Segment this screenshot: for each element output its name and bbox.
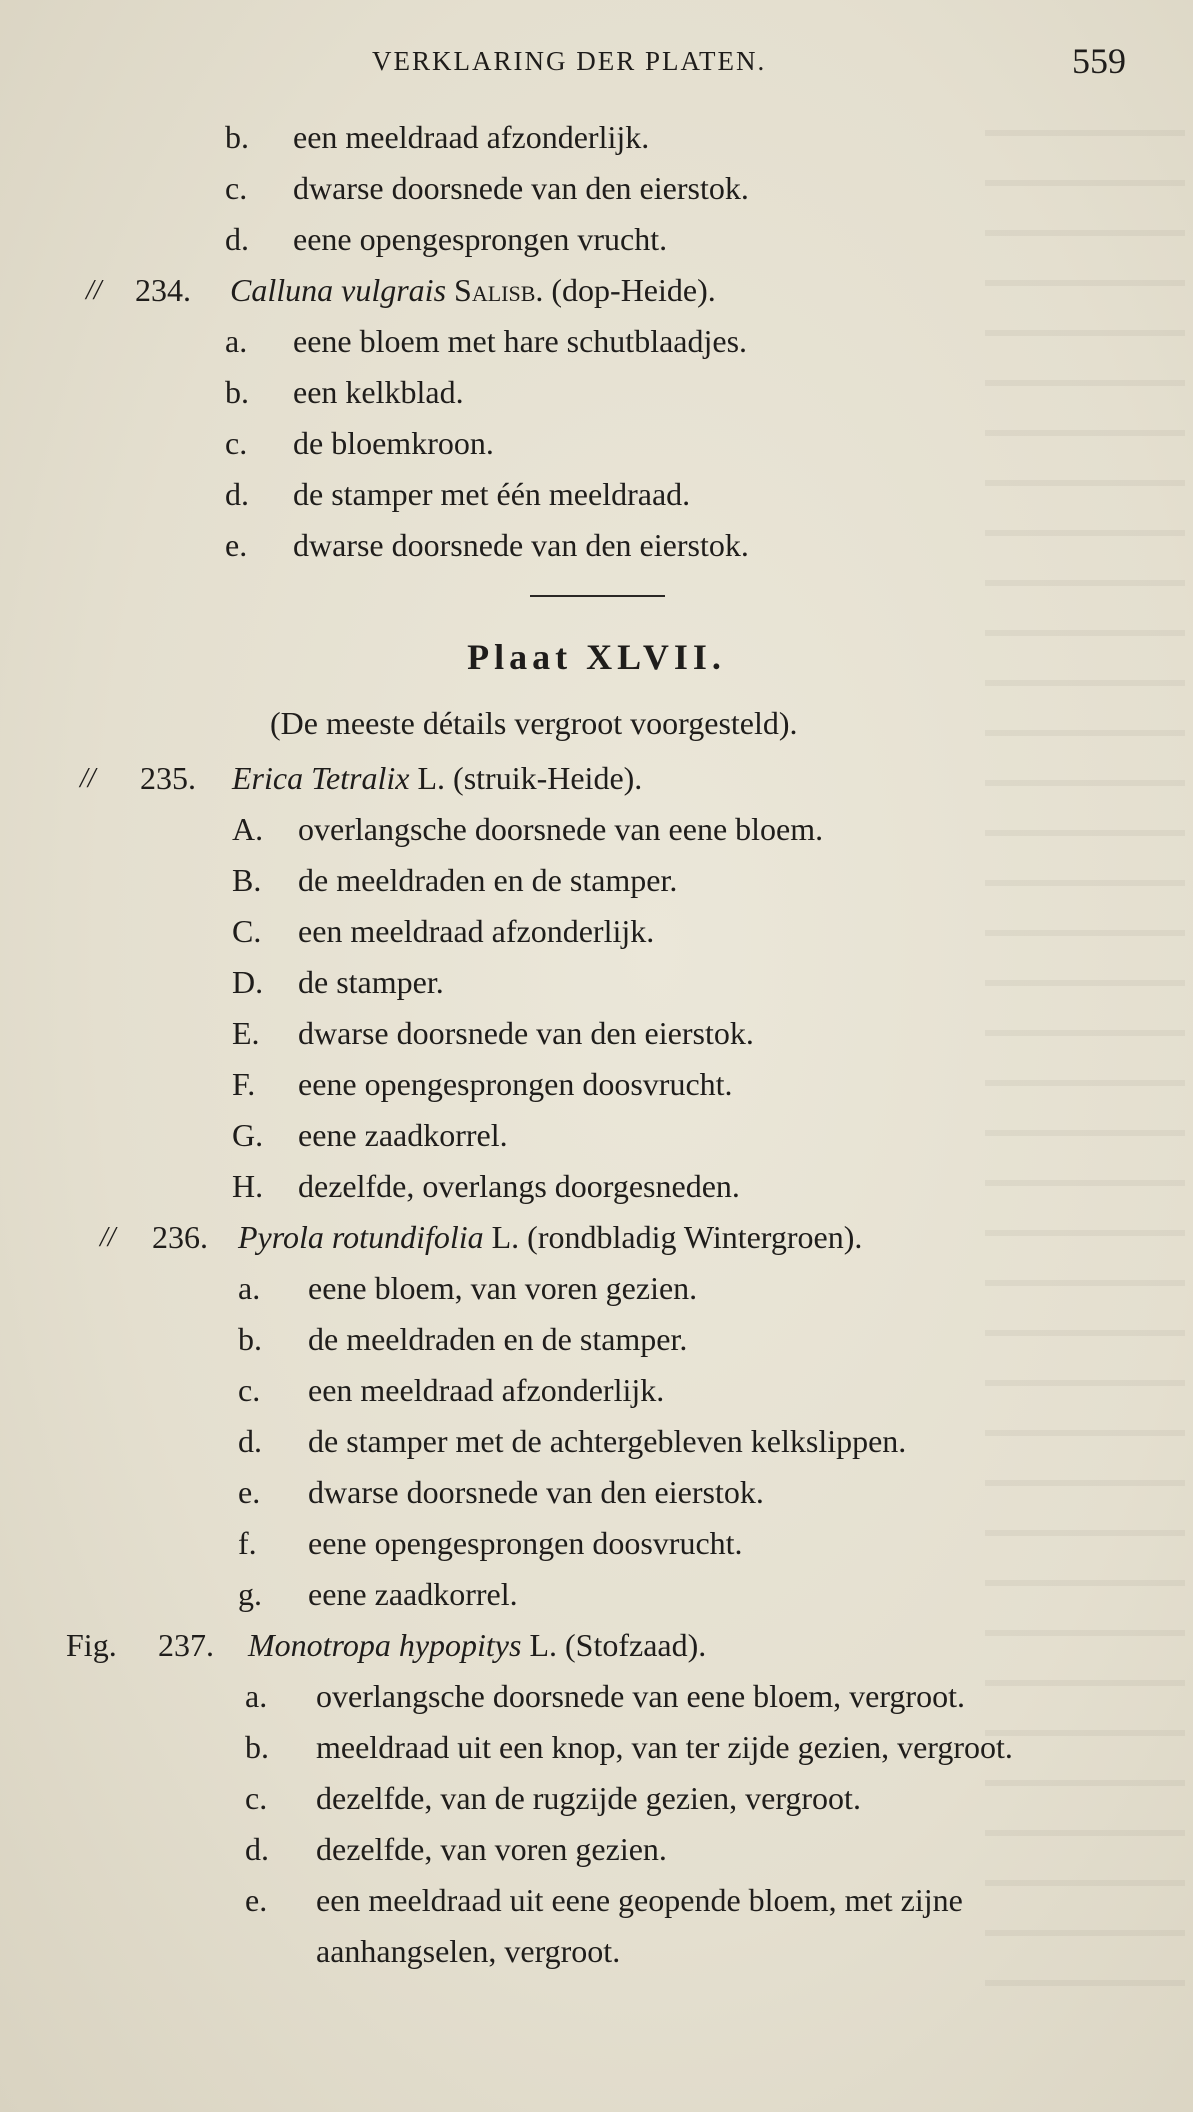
figure-number: 236. — [152, 1219, 208, 1255]
item-label: c. — [238, 1372, 261, 1408]
item-text: dwarse doorsnede van den eierstok. — [298, 1015, 754, 1051]
species-author: L. — [417, 760, 446, 796]
species-entry-237 — [0, 1620, 1193, 1671]
section-divider — [0, 571, 1193, 621]
item-text: dwarse doorsnede van den eierstok. — [293, 170, 749, 206]
item-text: eene opengesprongen vrucht. — [293, 221, 668, 257]
species-author: Salisb. — [454, 272, 544, 308]
ditto-mark: // — [86, 275, 102, 306]
list-item — [0, 1416, 1193, 1467]
list-item — [0, 1824, 1193, 1875]
item-text: een meeldraad uit eene geopende bloem, met zijne — [316, 1882, 963, 1918]
item-text: eene opengesprongen doosvrucht. — [308, 1525, 743, 1561]
item-label: f. — [238, 1525, 257, 1561]
figure-prefix: Fig. — [66, 1627, 117, 1663]
item-text: de stamper met één meeldraad. — [293, 476, 691, 512]
ditto-mark: // — [100, 1222, 116, 1253]
list-item — [0, 906, 1193, 957]
common-name: (dop-Heide). — [551, 272, 716, 308]
item-label: b. — [225, 119, 249, 155]
list-item — [0, 520, 1193, 571]
species-entry-234 — [0, 265, 1193, 316]
item-text: een meeldraad afzonderlijk. — [308, 1372, 665, 1408]
species-entry-236 — [0, 1212, 1193, 1263]
item-text: dezelfde, van voren gezien. — [316, 1831, 667, 1867]
item-label: C. — [232, 913, 262, 949]
figure-number: 234. — [135, 272, 191, 308]
page-header — [0, 38, 1193, 88]
item-label: d. — [238, 1423, 262, 1459]
item-text: een meeldraad afzonderlijk. — [298, 913, 655, 949]
page-number: 559 — [1072, 41, 1126, 81]
list-item — [0, 112, 1193, 163]
list-item — [0, 418, 1193, 469]
species-name: Pyrola rotundifolia — [238, 1219, 484, 1255]
list-item — [0, 1875, 1193, 1926]
species-entry-235 — [0, 753, 1193, 804]
item-label: c. — [245, 1780, 268, 1816]
species-author: L. — [529, 1627, 557, 1663]
item-label: e. — [238, 1474, 261, 1510]
item-text: eene zaadkorrel. — [308, 1576, 518, 1612]
common-name: (rondbladig Wintergroen). — [527, 1219, 863, 1255]
common-name: (Stofzaad). — [565, 1627, 707, 1663]
item-text: overlangsche doorsnede van eene bloem. — [298, 811, 824, 847]
plate-note-line — [0, 693, 1193, 753]
plate-title: Plaat XLVII. — [467, 637, 726, 677]
species-name: Erica Tetralix — [232, 760, 410, 796]
list-item — [0, 957, 1193, 1008]
list-item — [0, 1671, 1193, 1722]
item-text: dwarse doorsnede van den eierstok. — [308, 1474, 764, 1510]
list-item — [0, 1467, 1193, 1518]
ditto-mark: // — [80, 763, 96, 794]
item-text: aanhangselen, vergroot. — [316, 1933, 621, 1969]
item-text: een meeldraad afzonderlijk. — [293, 119, 650, 155]
item-label: B. — [232, 862, 262, 898]
item-label: c. — [225, 170, 248, 206]
item-text: dezelfde, overlangs doorgesneden. — [298, 1168, 740, 1204]
item-text: eene bloem met hare schutblaadjes. — [293, 323, 748, 359]
item-text: de bloemkroon. — [293, 425, 494, 461]
list-item — [0, 1161, 1193, 1212]
item-text: eene zaadkorrel. — [298, 1117, 508, 1153]
list-item — [0, 469, 1193, 520]
list-item — [0, 804, 1193, 855]
item-text: de stamper. — [298, 964, 444, 1000]
item-label: a. — [225, 323, 248, 359]
figure-number: 235. — [140, 760, 196, 796]
common-name: (struik-Heide). — [453, 760, 643, 796]
list-item — [0, 1773, 1193, 1824]
item-label: e. — [245, 1882, 268, 1918]
item-label: E. — [232, 1015, 260, 1051]
figure-number: 237. — [158, 1627, 214, 1663]
item-text: de meeldraden en de stamper. — [298, 862, 678, 898]
list-item — [0, 1008, 1193, 1059]
item-label: e. — [225, 527, 248, 563]
item-label: g. — [238, 1576, 262, 1612]
list-item — [0, 367, 1193, 418]
list-item — [0, 1569, 1193, 1620]
item-text: een kelkblad. — [293, 374, 464, 410]
item-text: dwarse doorsnede van den eierstok. — [293, 527, 749, 563]
list-item — [0, 855, 1193, 906]
item-label: d. — [225, 221, 249, 257]
species-name: Monotropa hypopitys — [248, 1627, 522, 1663]
running-title: VERKLARING DER PLATEN. — [372, 46, 767, 76]
plate-note: (De meeste détails vergroot voorgesteld). — [270, 705, 798, 741]
page-body — [0, 112, 1193, 1977]
list-item — [0, 163, 1193, 214]
list-item — [0, 214, 1193, 265]
list-item — [0, 1722, 1193, 1773]
item-text: overlangsche doorsnede van eene bloem, vergroot. — [316, 1678, 965, 1714]
item-label: a. — [238, 1270, 261, 1306]
list-item — [0, 1059, 1193, 1110]
list-item — [0, 316, 1193, 367]
item-text: dezelfde, van de rugzijde gezien, vergroot. — [316, 1780, 861, 1816]
item-label: A. — [232, 811, 264, 847]
list-item — [0, 1365, 1193, 1416]
item-label: b. — [238, 1321, 262, 1357]
item-label: F. — [232, 1066, 256, 1102]
species-name: Calluna vulgrais — [230, 272, 447, 308]
item-label: d. — [245, 1831, 269, 1867]
list-item — [0, 1926, 1193, 1977]
list-item — [0, 1518, 1193, 1569]
list-item — [0, 1314, 1193, 1365]
item-label: d. — [225, 476, 249, 512]
item-text: eene opengesprongen doosvrucht. — [298, 1066, 733, 1102]
item-label: c. — [225, 425, 248, 461]
list-item — [0, 1263, 1193, 1314]
list-item — [0, 1110, 1193, 1161]
divider-line — [530, 595, 665, 597]
item-label: D. — [232, 964, 264, 1000]
item-text: de stamper met de achtergebleven kelkslippen. — [308, 1423, 907, 1459]
item-label: H. — [232, 1168, 264, 1204]
item-text: meeldraad uit een knop, van ter zijde gezien, vergroot. — [316, 1729, 1013, 1765]
species-author: L. — [491, 1219, 520, 1255]
item-label: a. — [245, 1678, 268, 1714]
item-label: b. — [245, 1729, 269, 1765]
item-label: G. — [232, 1117, 264, 1153]
item-label: b. — [225, 374, 249, 410]
item-text: eene bloem, van voren gezien. — [308, 1270, 698, 1306]
item-text: de meeldraden en de stamper. — [308, 1321, 688, 1357]
